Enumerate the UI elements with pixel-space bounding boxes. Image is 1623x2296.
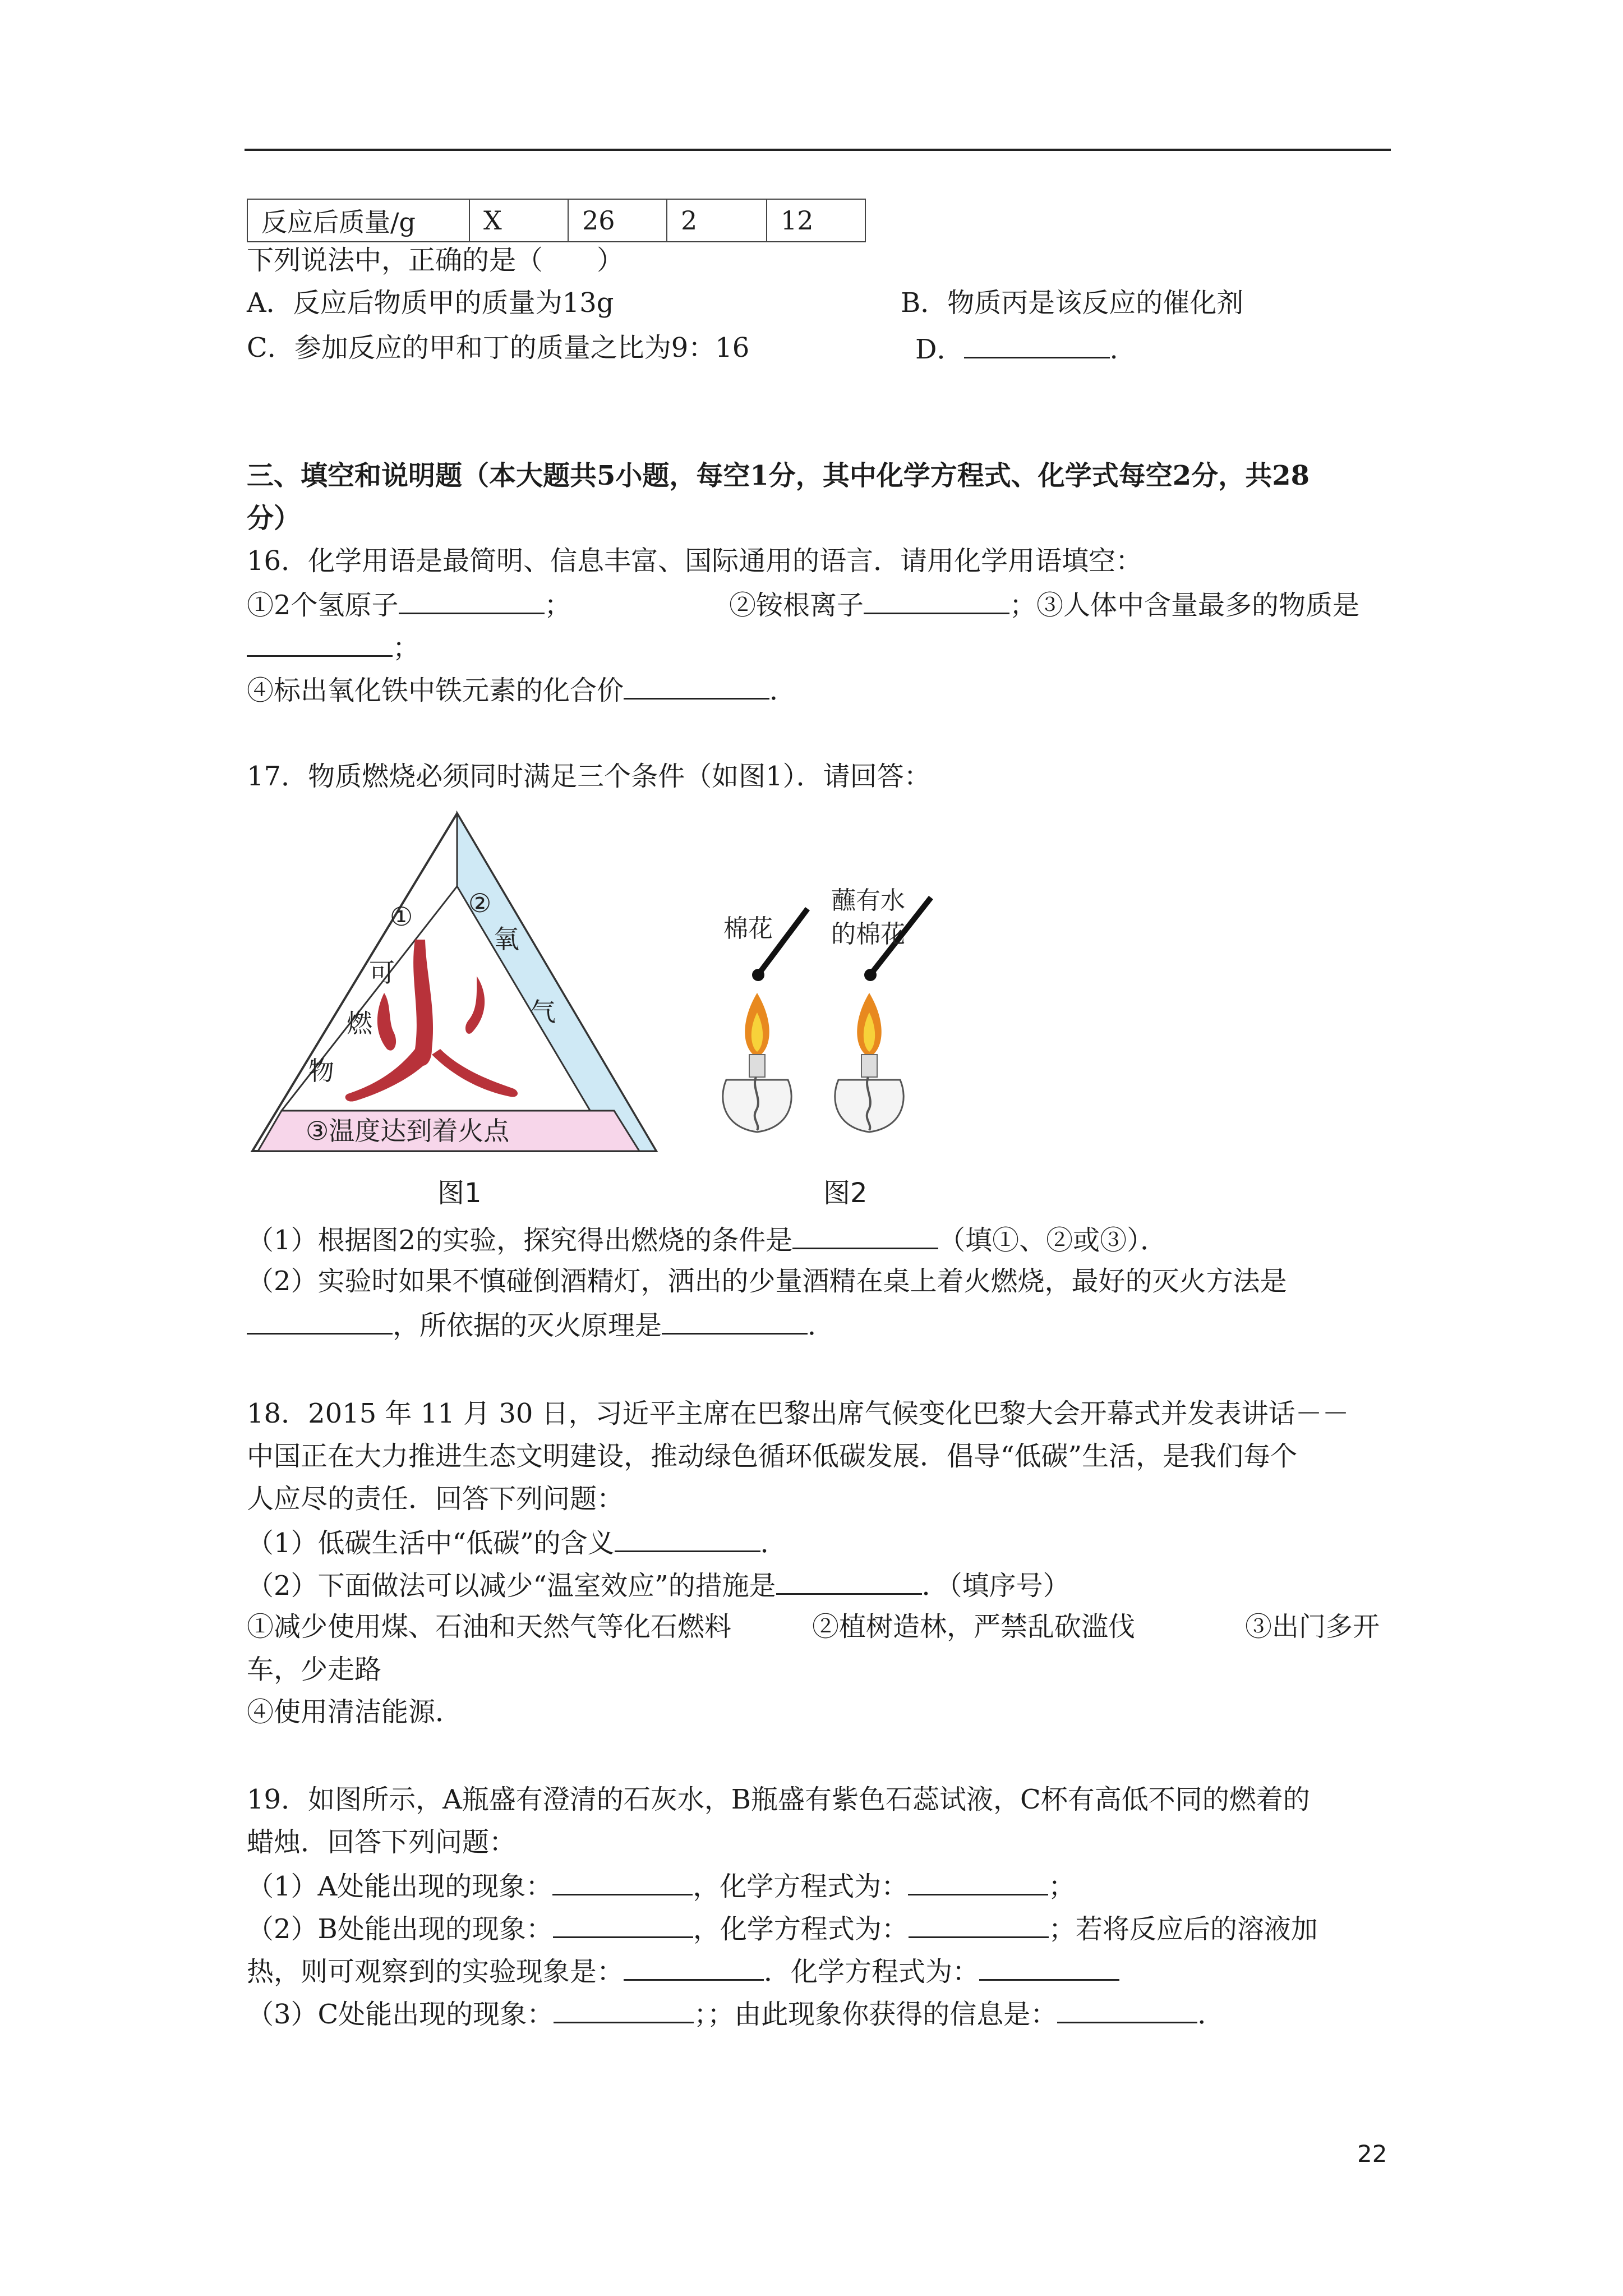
q18-line-1: 18．2015 年 11 月 30 日，习近平主席在巴黎出席气候变化巴黎大会开幕式并发表讲话－－: [247, 1398, 1349, 1429]
q15-option-c: C．参加反应的甲和丁的质量之比为9：16: [247, 332, 750, 364]
left-cotton-label: 棉花: [723, 914, 773, 943]
q19-line-1: 19．如图所示，A瓶盛有澄清的石灰水，B瓶盛有紫色石蕊试液，C杯有高低不同的燃着的: [247, 1784, 1310, 1815]
q18-option-3-cont: 车，少走路: [247, 1654, 382, 1685]
q16-stem: 16．化学用语是最简明、信息丰富、国际通用的语言．请用化学用语填空：: [247, 545, 1143, 577]
q19-part-2: [247, 1910, 1318, 1947]
answer-blank[interactable]: [624, 1952, 764, 1981]
q19-part-1: （1）A处能出现的现象： ，化学方程式为： ；: [247, 1867, 1075, 1904]
q18-part-1: （1）低碳生活中“低碳”的含义 ．: [247, 1524, 787, 1561]
q18-line-3: 人应尽的责任．回答下列问题：: [247, 1483, 624, 1515]
q17-part-2-cont: ，所依据的灭火原理是 ．: [247, 1306, 834, 1343]
q18-part-1-text: （1）低碳生活中“低碳”的含义: [247, 1527, 615, 1559]
label-1-word-b: 燃: [347, 1008, 372, 1038]
table-row-label: 反应后质量/g: [247, 199, 469, 242]
q17-part-2: （2）实验时如果不慎碰倒酒精灯，洒出的少量酒精在桌上着火燃烧，最好的灭火方法是: [247, 1266, 1287, 1297]
label-1-word-c: 物: [308, 1056, 334, 1086]
answer-blank[interactable]: [615, 1524, 760, 1552]
q19-part-3-b: ；由此现象你获得的信息是：: [707, 1999, 1058, 2030]
table-cell: 2: [667, 199, 767, 242]
page-number: 22: [1357, 2140, 1387, 2168]
answer-blank[interactable]: [247, 628, 393, 657]
section-title-cont: 分）: [247, 503, 301, 534]
q15-option-a: A．反应后物质甲的质量为13g: [247, 287, 614, 319]
answer-blank[interactable]: [964, 330, 1110, 358]
q16-item-4-label: ④标出氧化铁中铁元素的化合价: [247, 675, 624, 706]
answer-blank[interactable]: [1057, 1995, 1197, 2023]
table-row: [247, 199, 865, 242]
q19-part-2-a: （2）B处能出现的现象：: [247, 1913, 553, 1945]
answer-blank[interactable]: [553, 1910, 693, 1938]
q17-part-1-tail: （填①、②或③）．: [938, 1225, 1168, 1256]
answer-blank[interactable]: [552, 1867, 693, 1895]
q16-item-2-label: ②铵根离子: [729, 590, 864, 621]
label-1-word-a: 可: [369, 958, 395, 988]
q15-option-d: D． .: [915, 330, 1118, 367]
section-title: 三、填空和说明题（本大题共5小题，每空1分，其中化学方程式、化学式每空2分，共28: [247, 460, 1310, 491]
answer-blank[interactable]: [776, 1566, 922, 1595]
q19-part-1-a: （1）A处能出现的现象：: [247, 1871, 553, 1902]
left-lamp: [723, 993, 791, 1132]
table-cell: 12: [767, 199, 865, 242]
q19-part-3-a: （3）C处能出现的现象：: [247, 1999, 554, 2030]
q18-line-2: 中国正在大力推进生态文明建设，推动绿色循环低碳发展．倡导“低碳”生活，是我们每个: [247, 1441, 1298, 1472]
q19-part-1-b: ，化学方程式为：: [693, 1871, 909, 1902]
answer-blank[interactable]: [399, 586, 545, 614]
answer-blank[interactable]: [979, 1952, 1119, 1981]
mass-table: [247, 199, 866, 242]
q17-part-1: [247, 1221, 1167, 1258]
q16-item-1: ①2个氢原子 ；: [247, 586, 571, 623]
label-3: ③温度达到着火点: [306, 1116, 510, 1146]
q16-item-1-label: ①2个氢原子: [247, 590, 399, 621]
header-rule: [245, 149, 1391, 151]
label-2: ②: [468, 888, 492, 918]
q16-item-3-label: ③人体中含量最多的物质是: [1036, 590, 1360, 621]
q17-part-2-mid: ，所依据的灭火原理是: [393, 1310, 662, 1341]
answer-blank[interactable]: [247, 1306, 393, 1335]
q19-part-2-cont: [247, 1952, 1119, 1990]
q19-part-2-e: ．化学方程式为：: [764, 1956, 980, 1987]
right-cotton-label-1: 蘸有水: [831, 886, 905, 915]
table-cell: 26: [568, 199, 667, 242]
q15-option-d-label: D．: [915, 334, 964, 365]
answer-blank[interactable]: [909, 1910, 1049, 1938]
right-lamp: [835, 993, 903, 1132]
q18-part-2-text: （2）下面做法可以减少“温室效应”的措施是: [247, 1570, 776, 1602]
q17-stem: 17．物质燃烧必须同时满足三个条件（如图1）．请回答：: [247, 761, 931, 792]
q18-part-2-tail: ．（填序号）: [921, 1570, 1070, 1602]
q19-part-2-d: 热，则可观察到的实验现象是：: [247, 1956, 624, 1987]
q15-option-b: B．物质丙是该反应的催化剂: [901, 287, 1244, 319]
q16-item-4: ④标出氧化铁中铁元素的化合价 ．: [247, 671, 796, 708]
q15-stem: 下列说法中，正确的是（ ）: [247, 245, 624, 276]
answer-blank[interactable]: [864, 586, 1009, 614]
alcohol-lamp-figure: [707, 886, 987, 1167]
answer-blank[interactable]: [792, 1221, 938, 1249]
q19-part-3: （3）C处能出现的现象： ；；由此现象你获得的信息是： ．: [247, 1995, 1224, 2032]
q18-option-4: ④使用清洁能源．: [247, 1696, 463, 1728]
table-cell: X: [469, 199, 568, 242]
q17-part-1-text: （1）根据图2的实验，探究得出燃烧的条件是: [247, 1225, 793, 1256]
q16-item-3-blank: ；: [247, 628, 419, 666]
q18-part-2: [247, 1566, 1070, 1604]
answer-blank[interactable]: [624, 671, 769, 700]
label-2-word-a: 氧: [494, 924, 519, 954]
label-2-word-b: 气: [530, 997, 556, 1027]
q16-item-2: ②铵根离子 ；③人体中含量最多的物质是: [729, 586, 1359, 623]
q18-option-2: ②植树造林，严禁乱砍滥伐: [812, 1611, 1136, 1642]
right-cotton: [864, 969, 877, 981]
answer-blank[interactable]: [662, 1306, 808, 1335]
fire-triangle-figure: [247, 808, 662, 1167]
answer-blank[interactable]: [908, 1867, 1048, 1895]
right-cotton-label-2: 的棉花: [831, 920, 905, 949]
q18-option-1: ①减少使用煤、石油和天然气等化石燃料: [247, 1611, 732, 1642]
figure-1-caption: 图1: [437, 1177, 482, 1209]
label-1: ①: [390, 901, 413, 932]
answer-blank[interactable]: [554, 1995, 694, 2023]
q19-line-2: 蜡烛．回答下列问题：: [247, 1826, 517, 1858]
q19-part-2-c: ；若将反应后的溶液加: [1048, 1913, 1318, 1945]
q19-part-2-b: ，化学方程式为：: [693, 1913, 909, 1945]
left-cotton: [752, 969, 764, 981]
q18-option-3: ③出门多开: [1245, 1611, 1380, 1642]
figure-2-caption: 图2: [823, 1177, 868, 1209]
